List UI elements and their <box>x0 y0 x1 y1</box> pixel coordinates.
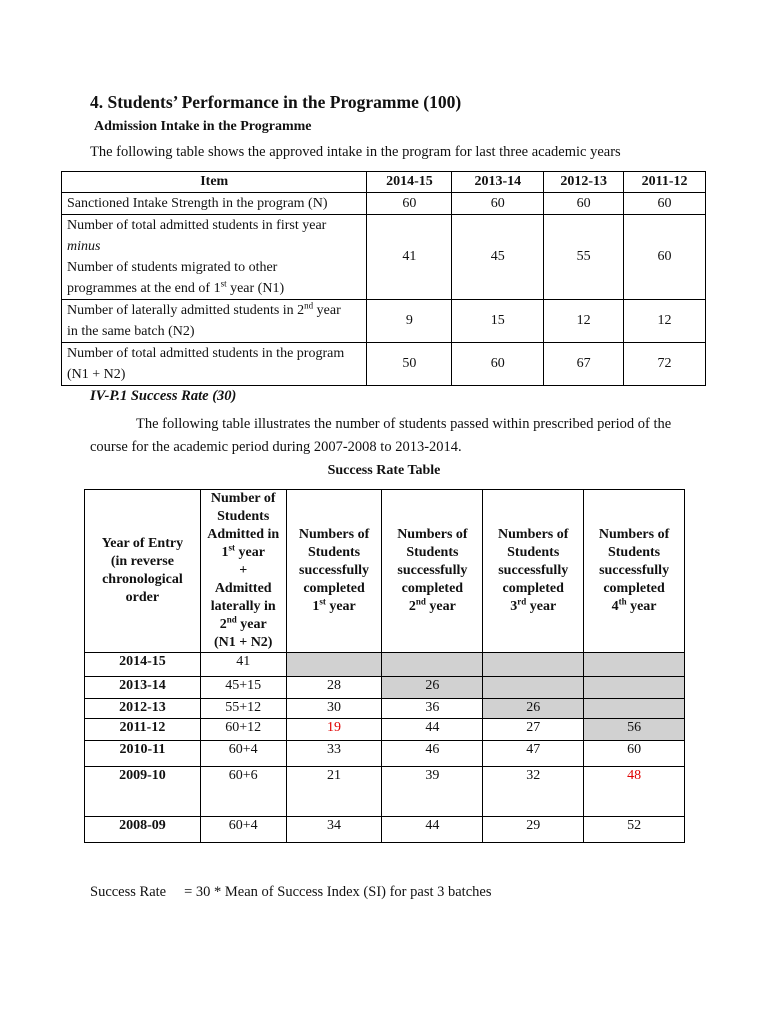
admitted-value: 60+6 <box>200 767 286 817</box>
completed-value: 30 <box>286 699 382 719</box>
success-intro-text: The following table illustrates the number of students passed within prescribed period of the course for the academic period during 2007-2008 to 2013-2014. <box>90 416 672 455</box>
admitted-value: 60+4 <box>200 817 286 843</box>
table-row <box>85 719 685 741</box>
cell-value: 60 <box>624 215 706 300</box>
empty-shaded-cell <box>584 699 685 719</box>
admitted-value: 55+12 <box>200 699 286 719</box>
admitted-value: 60+4 <box>200 741 286 767</box>
completed-value: 32 <box>483 767 584 817</box>
table-row <box>85 677 685 699</box>
label-line: Number of students migrated to other <box>67 260 278 275</box>
cell-value: 60 <box>544 193 624 215</box>
cell-value: 72 <box>624 343 706 386</box>
label-line: Number of total admitted students in the program <box>67 346 345 361</box>
completed-value: 27 <box>483 719 584 741</box>
label-line: Number of total admitted students in first year <box>67 218 327 233</box>
cell-value: 12 <box>624 300 706 343</box>
year-of-entry: 2014-15 <box>85 653 201 677</box>
year-of-entry: 2009-10 <box>85 767 201 817</box>
completed-value: 29 <box>483 817 584 843</box>
intake-header-row <box>62 172 706 193</box>
completed-value: 48 <box>584 767 685 817</box>
cell-value: 55 <box>544 215 624 300</box>
admitted-value: 60+12 <box>200 719 286 741</box>
header-completed-4th-year: Numbers of Students successfully completed 4th year <box>584 490 685 653</box>
intake-intro-text: The following table shows the approved intake in the program for last three academic years <box>90 144 621 160</box>
cell-value: 15 <box>452 300 544 343</box>
intake-table <box>61 171 706 386</box>
completed-value: 33 <box>286 741 382 767</box>
header-completed-2nd-year: Numbers of Students successfully completed 2nd year <box>382 490 483 653</box>
header-completed-3rd-year: Numbers of Students successfully completed 3rd year <box>483 490 584 653</box>
cell-value: 41 <box>367 215 452 300</box>
completed-value: 47 <box>483 741 584 767</box>
section-heading: 4. Students’ Performance in the Programme (100) <box>90 92 462 112</box>
completed-value: 34 <box>286 817 382 843</box>
year-of-entry: 2012-13 <box>85 699 201 719</box>
completed-value: 60 <box>584 741 685 767</box>
completed-value: 26 <box>483 699 584 719</box>
year-of-entry: 2008-09 <box>85 817 201 843</box>
table-row <box>85 699 685 719</box>
label-line: in the same batch (N2) <box>67 324 195 339</box>
cell-value: 60 <box>452 343 544 386</box>
label-line: programmes at the end of 1st year (N1) <box>67 278 285 296</box>
header-year: 2011-12 <box>624 172 706 193</box>
admitted-value: 41 <box>200 653 286 677</box>
row-label <box>62 300 367 343</box>
completed-value: 28 <box>286 677 382 699</box>
completed-value: 44 <box>382 719 483 741</box>
table-row <box>62 193 706 215</box>
label-line: minus <box>67 239 101 254</box>
cell-value: 9 <box>367 300 452 343</box>
completed-value: 26 <box>382 677 483 699</box>
cell-value: 60 <box>452 193 544 215</box>
empty-shaded-cell <box>584 653 685 677</box>
table-row <box>85 653 685 677</box>
cell-value: 60 <box>367 193 452 215</box>
year-of-entry: 2010-11 <box>85 741 201 767</box>
empty-shaded-cell <box>286 653 382 677</box>
row-label <box>62 215 367 300</box>
table-row <box>62 300 706 343</box>
year-of-entry: 2013-14 <box>85 677 201 699</box>
cell-value: 60 <box>624 193 706 215</box>
table-row <box>85 741 685 767</box>
completed-value: 52 <box>584 817 685 843</box>
admitted-value: 45+15 <box>200 677 286 699</box>
label-line: Number of laterally admitted students in 2nd year <box>67 300 341 318</box>
formula-expression: = 30 * Mean of Success Index (SI) for past 3 batches <box>184 884 492 900</box>
completed-value: 21 <box>286 767 382 817</box>
header-year: 2013-14 <box>452 172 544 193</box>
header-year: 2014-15 <box>367 172 452 193</box>
cell-value: 67 <box>544 343 624 386</box>
header-admitted: Number of Students Admitted in 1st year + Admitted laterally in 2nd year (N1 + N2) <box>200 490 286 653</box>
year-of-entry: 2011-12 <box>85 719 201 741</box>
table-row <box>62 215 706 300</box>
empty-shaded-cell <box>382 653 483 677</box>
success-rate-formula <box>90 884 491 901</box>
empty-shaded-cell <box>483 653 584 677</box>
header-item: Item <box>62 172 367 193</box>
success-rate-table <box>84 489 685 843</box>
completed-value: 39 <box>382 767 483 817</box>
formula-label: Success Rate <box>90 884 167 900</box>
admission-intake-subheading: Admission Intake in the Programme <box>94 119 312 134</box>
completed-value: 44 <box>382 817 483 843</box>
header-completed-1st-year: Numbers of Students successfully completed 1st year <box>286 490 382 653</box>
empty-shaded-cell <box>483 677 584 699</box>
success-header-row <box>85 490 685 653</box>
success-rate-heading: IV-P.1 Success Rate (30) <box>90 388 237 404</box>
row-label: Sanctioned Intake Strength in the program (N) <box>62 193 367 215</box>
label-line: (N1 + N2) <box>67 367 126 382</box>
cell-value: 50 <box>367 343 452 386</box>
completed-value: 46 <box>382 741 483 767</box>
header-year-of-entry: Year of Entry (in reverse chronological order <box>85 490 201 653</box>
completed-value: 36 <box>382 699 483 719</box>
empty-shaded-cell <box>584 677 685 699</box>
completed-value: 19 <box>286 719 382 741</box>
cell-value: 45 <box>452 215 544 300</box>
table-row <box>62 343 706 386</box>
table-row <box>85 817 685 843</box>
success-table-caption: Success Rate Table <box>327 463 441 478</box>
completed-value: 56 <box>584 719 685 741</box>
row-label <box>62 343 367 386</box>
header-year: 2012-13 <box>544 172 624 193</box>
table-row <box>85 767 685 817</box>
cell-value: 12 <box>544 300 624 343</box>
